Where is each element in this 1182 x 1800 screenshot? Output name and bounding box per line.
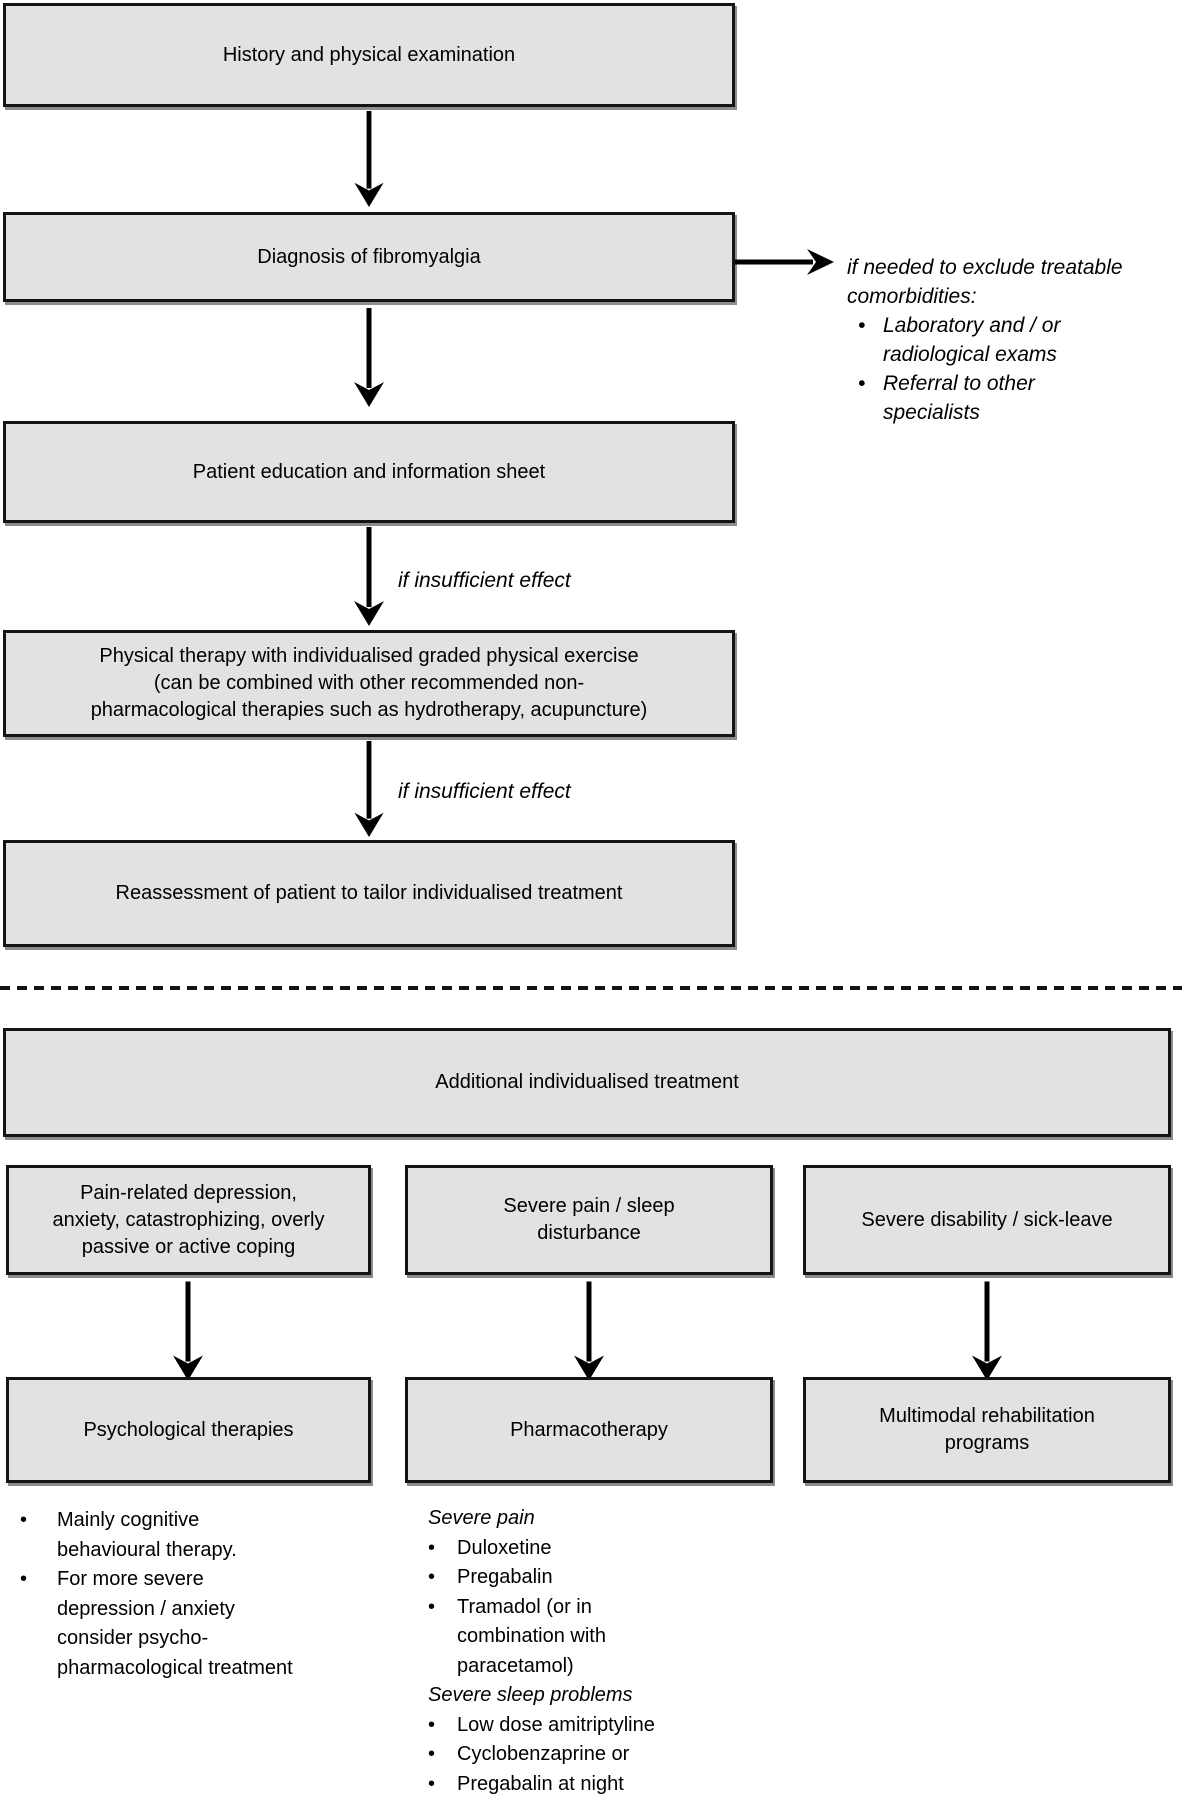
list-item-text: Pregabalin	[457, 1566, 553, 1588]
arrow-right-icon	[735, 246, 835, 278]
heading-text: Severe pain	[428, 1507, 535, 1529]
bullet-icon: •	[428, 1536, 436, 1559]
box-history	[3, 3, 735, 107]
arrow-down-icon	[347, 527, 391, 627]
box-condition-disability-label: Severe disability / sick-leave	[861, 1208, 1113, 1231]
comorbidities-note-intro: if needed to exclude treatable comorbidities:	[847, 256, 1123, 308]
box-condition-psychological-line: passive or active coping	[81, 1235, 296, 1258]
comorbidities-note	[847, 253, 1177, 427]
bullet-icon: •	[428, 1713, 436, 1736]
arrow-down-icon	[347, 111, 391, 208]
box-additional-treatment	[3, 1028, 1171, 1137]
list-item-text: paracetamol)	[457, 1654, 574, 1677]
box-condition-pain-sleep	[405, 1165, 773, 1275]
arrow-down-icon	[965, 1280, 1009, 1383]
bullet-icon	[20, 1595, 57, 1625]
list-item-text: Mainly cognitive	[57, 1509, 200, 1531]
list-item	[428, 1563, 758, 1593]
list-item-text: consider psycho-	[57, 1627, 209, 1649]
list-item	[20, 1506, 350, 1536]
box-physical-therapy-line: (can be combined with other recommended non-	[153, 672, 585, 694]
list-item	[20, 1654, 350, 1684]
bullet-icon	[428, 1652, 457, 1682]
list-item-text: Cyclobenzaprine or	[457, 1743, 630, 1765]
box-condition-psychological	[6, 1165, 371, 1275]
bullet-icon: •	[428, 1743, 436, 1765]
list-item-text: Referral to other specialists	[883, 372, 1035, 424]
box-reassessment	[3, 840, 735, 947]
insufficient-effect-label-2: if insufficient effect	[398, 780, 571, 803]
list-item	[428, 1652, 758, 1682]
box-diagnosis-label: Diagnosis of fibromyalgia	[257, 245, 481, 268]
list-item-text: behavioural therapy.	[57, 1538, 237, 1561]
box-therapy-pharmacotherapy-label: Pharmacotherapy	[510, 1418, 668, 1441]
box-physical-therapy	[3, 630, 735, 737]
list-item	[20, 1565, 350, 1595]
list-item	[20, 1624, 350, 1654]
box-education-label: Patient education and information sheet	[192, 460, 546, 483]
bullet-icon	[20, 1624, 57, 1654]
arrow-down-icon	[347, 741, 391, 838]
pharma-notes-heading	[428, 1681, 758, 1711]
pharma-notes-heading	[428, 1504, 758, 1534]
box-condition-psychological-line: Pain-related depression,	[80, 1181, 297, 1204]
list-item	[428, 1770, 758, 1800]
arrow-down-icon	[166, 1280, 210, 1383]
box-condition-pain-sleep-line: Severe pain / sleep	[503, 1195, 675, 1217]
bullet-icon: •	[428, 1595, 436, 1618]
box-additional-treatment-label: Additional individualised treatment	[435, 1071, 739, 1093]
list-item-text: combination with	[457, 1625, 606, 1647]
bullet-icon: •	[858, 372, 866, 395]
box-education	[3, 421, 735, 523]
list-item-text: Tramadol (or in	[457, 1595, 592, 1618]
list-item	[847, 311, 1177, 369]
bullet-icon	[428, 1622, 457, 1652]
list-item-text: pharmacological treatment	[57, 1656, 293, 1679]
box-condition-pain-sleep-line: disturbance	[537, 1222, 641, 1244]
box-condition-disability	[803, 1165, 1171, 1275]
box-therapy-psychological	[6, 1377, 371, 1483]
box-therapy-rehabilitation-line: programs	[944, 1432, 1030, 1454]
list-item	[428, 1711, 758, 1741]
bullet-icon	[20, 1654, 57, 1684]
box-therapy-rehabilitation	[803, 1377, 1171, 1483]
box-therapy-psychological-label: Psychological therapies	[83, 1418, 294, 1441]
box-diagnosis	[3, 212, 735, 302]
list-item	[20, 1595, 350, 1625]
bullet-icon: •	[428, 1566, 436, 1588]
psych-notes-list	[20, 1506, 350, 1683]
bullet-icon: •	[20, 1568, 28, 1590]
box-therapy-rehabilitation-line: Multimodal rehabilitation	[879, 1405, 1095, 1427]
heading-text: Severe sleep problems	[428, 1684, 633, 1706]
list-item-text: Low dose amitriptyline	[457, 1713, 655, 1736]
list-item-text: Laboratory and / or radiological exams	[883, 314, 1061, 366]
list-item-text: depression / anxiety	[57, 1597, 235, 1620]
arrow-down-icon	[567, 1280, 611, 1383]
box-reassessment-label: Reassessment of patient to tailor individualised treatment	[115, 882, 623, 904]
box-condition-psychological-line: anxiety, catastrophizing, overly	[52, 1208, 325, 1231]
comorbidities-note-list	[847, 311, 1177, 427]
bullet-icon: •	[20, 1509, 28, 1531]
list-item-text: Duloxetine	[457, 1536, 552, 1559]
arrow-down-icon	[347, 306, 391, 410]
box-history-label: History and physical examination	[222, 43, 516, 66]
list-item	[20, 1536, 350, 1566]
list-item	[847, 369, 1177, 427]
box-physical-therapy-line: pharmacological therapies such as hydrotherapy, acupuncture)	[90, 699, 648, 721]
pharma-notes-list	[428, 1504, 758, 1799]
list-item	[428, 1534, 758, 1564]
bullet-icon: •	[858, 314, 866, 337]
list-item-text: For more severe	[57, 1568, 204, 1590]
list-item	[428, 1622, 758, 1652]
box-physical-therapy-line: Physical therapy with individualised graded physical exercise	[99, 645, 639, 667]
list-item-text: Pregabalin at night	[457, 1772, 624, 1795]
list-item	[428, 1593, 758, 1623]
bullet-icon: •	[428, 1772, 436, 1795]
box-therapy-pharmacotherapy	[405, 1377, 773, 1483]
bullet-icon	[20, 1536, 57, 1566]
list-item	[428, 1740, 758, 1770]
dashed-divider	[0, 984, 1182, 992]
insufficient-effect-label-1: if insufficient effect	[398, 569, 571, 592]
